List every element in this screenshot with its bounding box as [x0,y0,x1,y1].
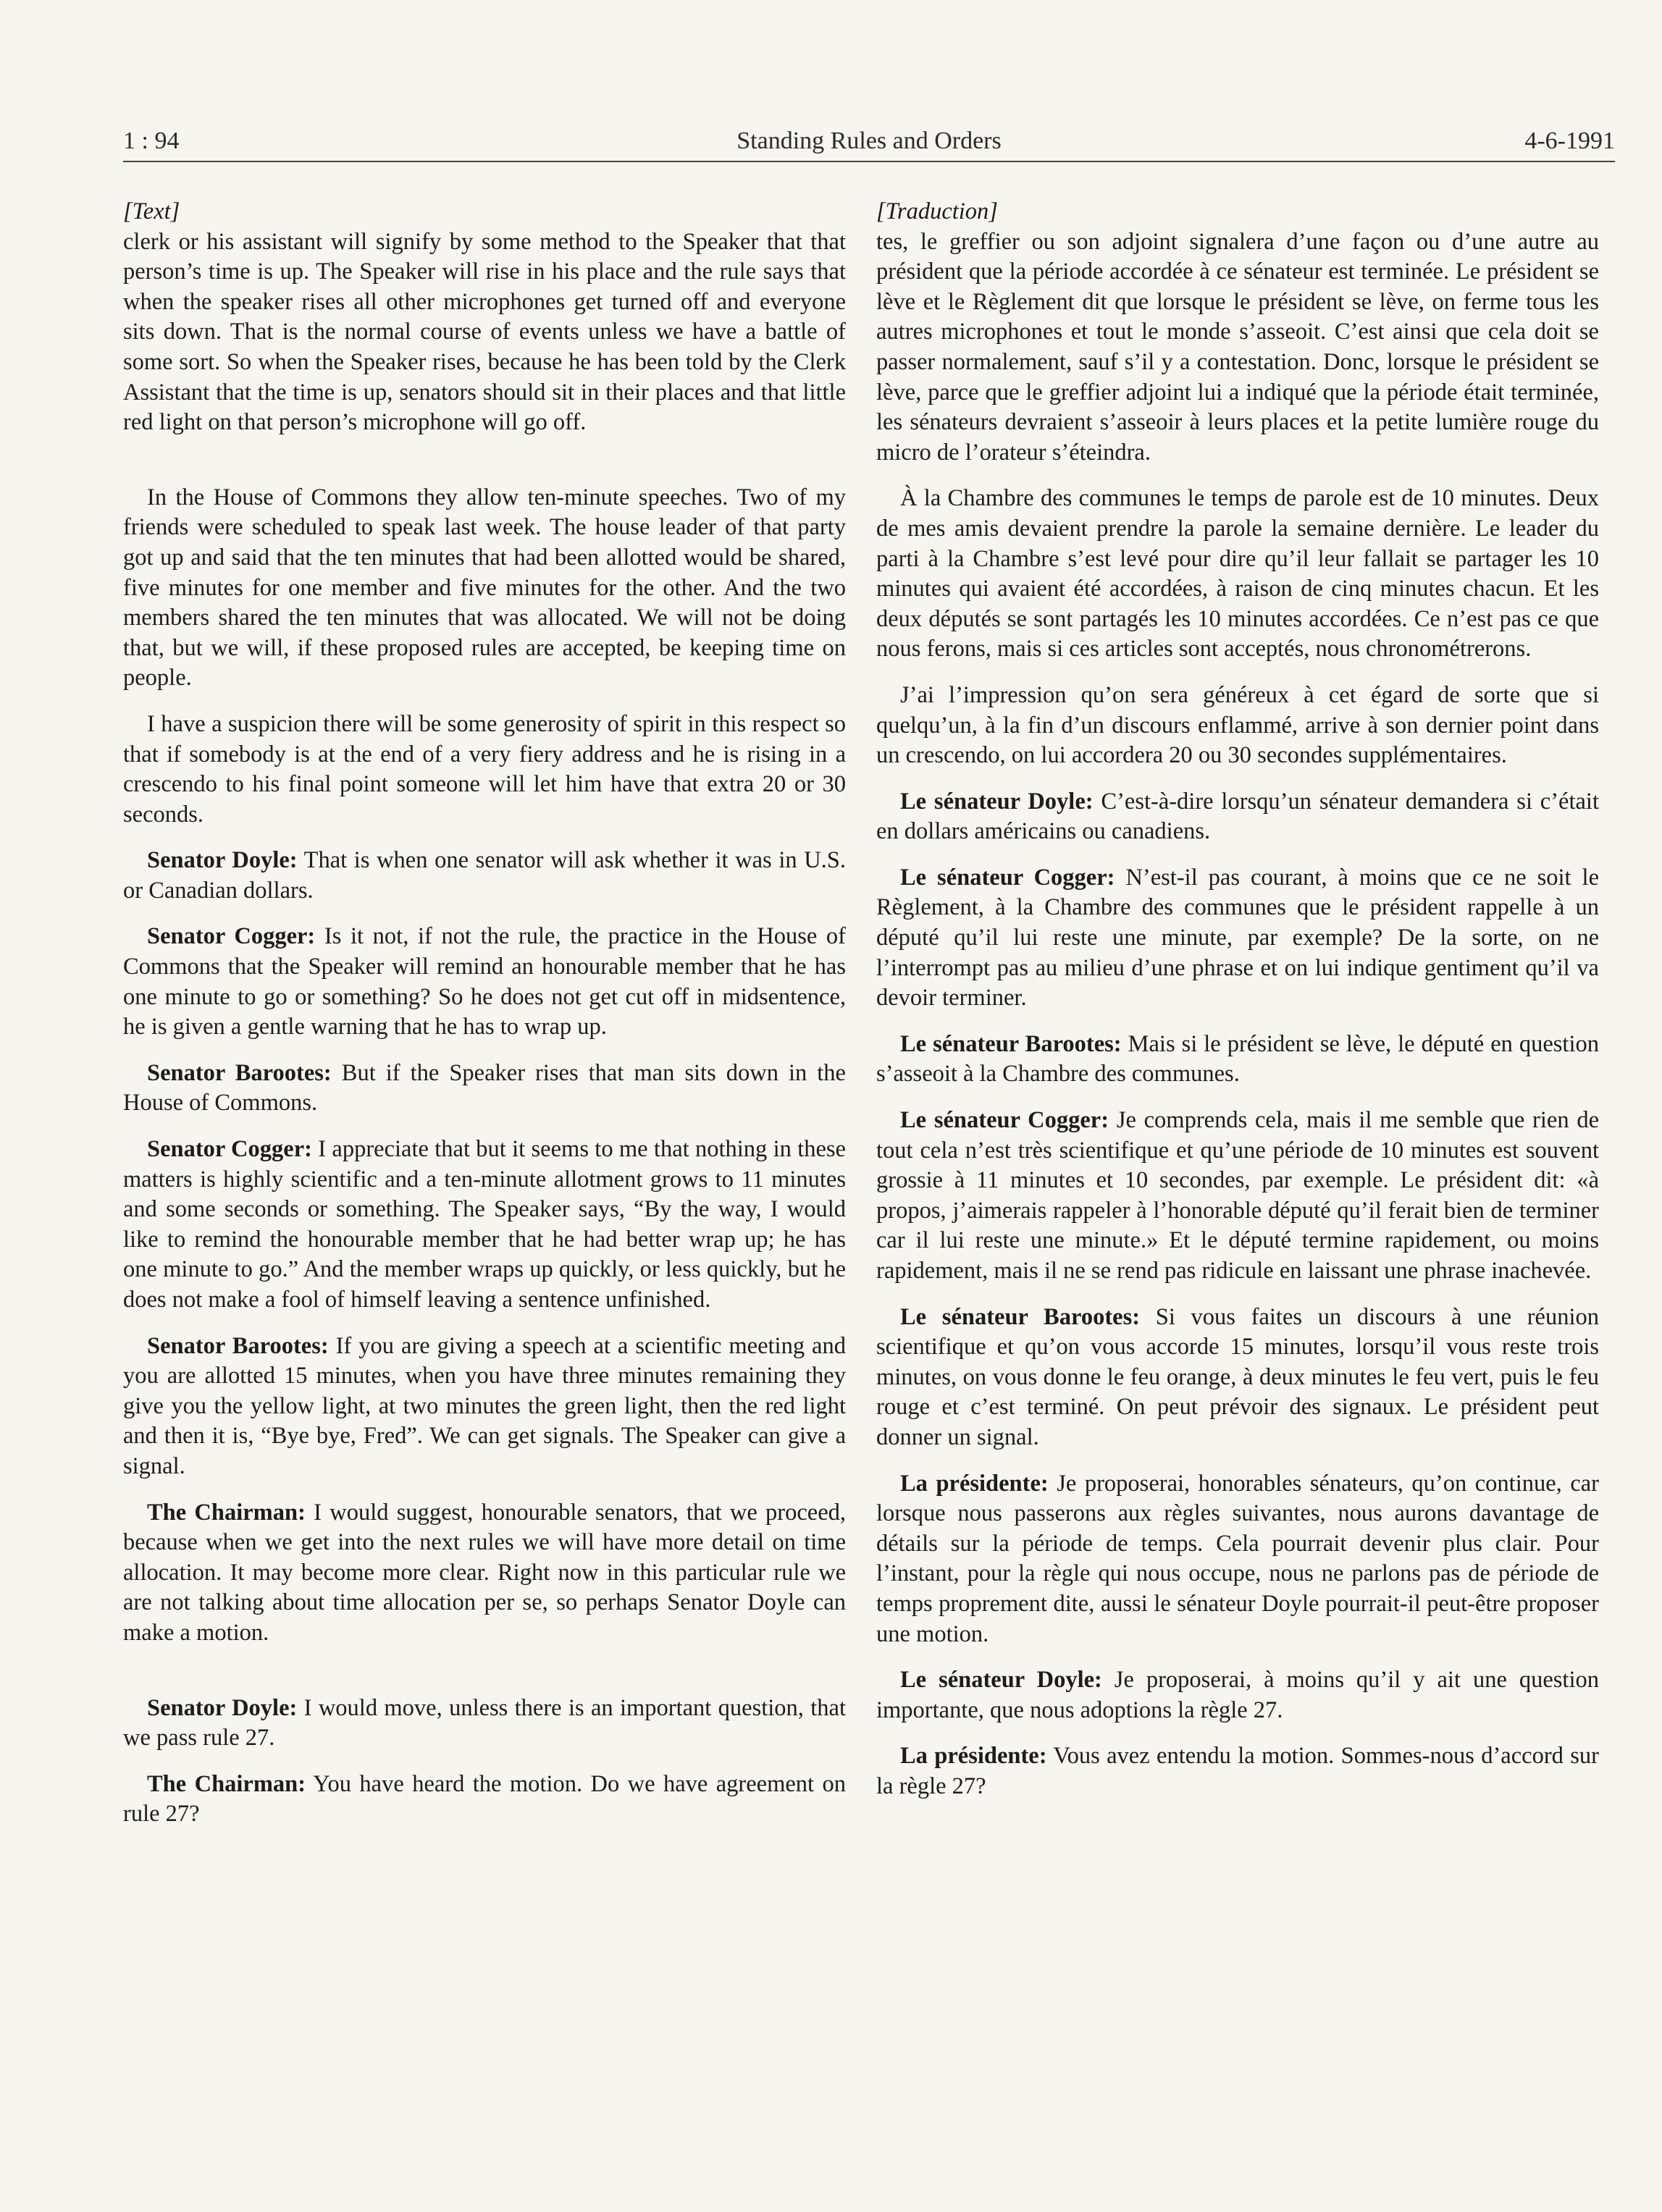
speech-text: But if the Speaker rises that man sits down in the House of Commons. [123,1059,846,1116]
speaker-name: Senator Doyle: [147,847,298,874]
speech [876,787,1599,847]
header-date: 4-6-1991 [1524,127,1615,154]
speech-text: N’est-il pas courant, à moins que ce ne soit le Règlement, à la Chambre des communes que le président rappelle à un député qu’il lui reste une minute, par exemple? De la sorte, on ne l’interrompt pas au milieu d’une phrase et on lui indique gentiment qu’il va devoir terminer. [876,864,1600,1012]
speech-text: I would suggest, honourable senators, that we proceed, because when we get into the next rules we will have more detail on time allocation. It may become more clear. Right now in this particular rule we are not talking about time allocation per se, so perhaps Senator Doyle can make a motion. [123,1499,846,1646]
speech-text: That is when one senator will ask whether it was in U.S. or Canadian dollars. [123,847,847,904]
speech-text: Je proposerai, à moins qu’il y ait une question importante, que nous adoptions la règle 27. [876,1667,1599,1723]
speaker-name: Le sénateur Doyle: [900,788,1094,815]
speaker-name: Le sénateur Cogger: [900,1107,1109,1134]
speech [876,1741,1599,1801]
speaker-name: Le sénateur Barootes: [900,1030,1122,1057]
speaker-name: La présidente: [900,1743,1047,1770]
speech-text: Je comprends cela, mais il me semble que rien de tout cela n’est très scientifique et qu’une période de 10 minutes est souvent grossie à 11 minutes et 10 secondes, par exemple. Le président dit: «à propos, j’aimerais rappeler à l’honorable député qu’il ferait bien de terminer car il lui reste une minute.» Et le député termine rapidement, ou moins rapidement, mais il ne se rend pas ridicule en laissant une phrase inachevée. [876,1107,1599,1284]
speech [876,1106,1599,1287]
speech [876,1665,1599,1725]
speech-text: Si vous faites un discours à une réunion scientifique et qu’on vous accorde 15 minutes, lorsqu’il vous reste trois minutes, on vous donne le feu orange, à deux minutes le feu vert, puis le feu rouge et c’est terminé. On peut prévoir des signaux. Le président peut donner un signal. [876,1303,1599,1450]
page-number: 1 : 94 [123,127,180,154]
paragraph: In the House of Commons they allow ten-minute speeches. Two of my friends were scheduled to speak last week. The house leader of that party got up and said that the ten minutes that had been allotted would be shared, five minutes for one member and five minutes for the other. And the two members shared the ten minutes that was allocated. We will not be doing that, but we will, if these proposed rules are accepted, be keeping time on people. [123,484,846,691]
speech [123,1694,846,1754]
speaker-name: Senator Cogger: [147,1136,312,1163]
speech [123,1498,846,1649]
speech-text: Je proposerai, honorables sénateurs, qu’on continue, car lorsque nous passerons aux règles suivantes, nous aurons davantage de détails sur la période de temps. Cela pourrait devenir plus clair. Pour l’instant, pour la règle qui nous occupe, nous ne parlons pas de période de temps proprement dite, aussi le sénateur Doyle pourrait-il peut-être proposer une motion. [876,1470,1599,1647]
speech-text: Is it not, if not the rule, the practice in the House of Commons that the Speaker will remind an honourable member that he has one minute to go or something? So he does not get cut off in midsentence, he is given a gentle warning that he has to wrap up. [123,923,846,1040]
french-column [876,197,1599,1802]
speech [123,1332,846,1482]
speech [876,1030,1599,1090]
speech [123,922,846,1042]
speech [876,863,1599,1014]
speech [876,1469,1599,1650]
speech [876,1303,1599,1453]
paragraph: I have a suspicion there will be some generosity of spirit in this respect so that if somebody is at the end of a very fiery address and he is rising in a crescendo to his final point someone will let him have that extra 20 or 30 seconds. [123,710,846,828]
paragraph: À la Chambre des communes le temps de parole est de 10 minutes. Deux de mes amis devaient prendre la parole la semaine dernière. Le leader du parti à la Chambre s’est levé pour dire qu’il leur fallait se partager les 10 minutes qui avaient été accordées, à raison de cinq minutes chacun. Et les deux députés se sont partagés les 10 minutes accordées. Ce n’est pas ce que nous ferons, mais si ces articles sont acceptés, nous chronométrerons. [876,485,1599,663]
running-title: Standing Rules and Orders [736,127,1002,154]
speech-text: C’est-à-dire lorsqu’un sénateur demandera si c’était en dollars américains ou canadiens. [876,788,1599,845]
page-header [123,127,1615,164]
speaker-name: Senator Doyle: [147,1694,298,1721]
speech-text: I appreciate that but it seems to me that nothing in these matters is highly scientific and a ten-minute allotment grows to 11 minutes and some seconds or something. The Speaker says, “By the way, I would like to remind the honourable member that he had better wrap up; he has one minute to go.” And the member wraps up quickly, or less quickly, but he does not make a fool of himself leaving a sentence unfinished. [123,1136,846,1313]
paragraph: tes, le greffier ou son adjoint signalera d’une façon ou d’une autre au président que la période accordée à ce sénateur est terminée. Le président se lève et le Règlement dit que lorsque le président se lève, on ferme tous les autres microphones et tout le monde s’asseoit. C’est ainsi que cela doit se passer normalement, sauf s’il y a contestation. Donc, lorsque le président se lève, parce que le greffier adjoint lui a indiqué que la période était terminée, les sénateurs devraient s’asseoir à leurs places et la petite lumière rouge du micro de l’orateur s’éteindra. [876,228,1599,466]
speech-text: Vous avez entendu la motion. Sommes-nous d’accord sur la règle 27? [876,1743,1599,1799]
section-label-text: [Text] [123,198,180,224]
speaker-name: Le sénateur Cogger: [900,864,1115,891]
speaker-name: La présidente: [900,1470,1049,1497]
speaker-name: The Chairman: [147,1499,306,1526]
speaker-name: Le sénateur Barootes: [900,1303,1141,1330]
speech [123,1770,846,1830]
speaker-name: Le sénateur Doyle: [900,1667,1102,1694]
speech-text: Mais si le président se lève, le député en question s’asseoit à la Chambre des communes. [876,1030,1599,1088]
speech [123,1059,846,1119]
paragraph: J’ai l’impression qu’on sera généreux à cet égard de sorte que si quelqu’un, à la fin d’un discours enflammé, arrive à son dernier point dans un crescendo, on lui accordera 20 ou 30 secondes supplémentaires. [876,681,1599,769]
speech [123,1135,846,1316]
section-label-traduction: [Traduction] [876,198,998,224]
speaker-name: Senator Barootes: [147,1332,329,1359]
paragraph: clerk or his assistant will signify by some method to the Speaker that that person’s time is up. The Speaker will rise in his place and the rule says that when the speaker rises all other microphones get turned off and everyone sits down. That is the normal course of events unless we have a battle of some sort. So when the Speaker rises, because he has been told by the Clerk Assistant that the time is up, senators should sit in their places and that little red light on that person’s microphone will go off. [123,228,846,436]
speaker-name: The Chairman: [147,1770,306,1797]
english-column [123,197,846,1830]
speech-text: If you are giving a speech at a scientific meeting and you are allotted 15 minutes, when you have three minutes remaining they give you the yellow light, at two minutes the green light, then the red light and then it is, “Bye bye, Fred”. We can get signals. The Speaker can give a signal. [123,1332,846,1479]
speech [123,846,846,906]
header-rule [123,161,1615,162]
speaker-name: Senator Cogger: [147,923,316,950]
speech-text: You have heard the motion. Do we have agreement on rule 27? [123,1770,846,1828]
speaker-name: Senator Barootes: [147,1059,332,1086]
speech-text: I would move, unless there is an important question, that we pass rule 27. [123,1694,846,1751]
